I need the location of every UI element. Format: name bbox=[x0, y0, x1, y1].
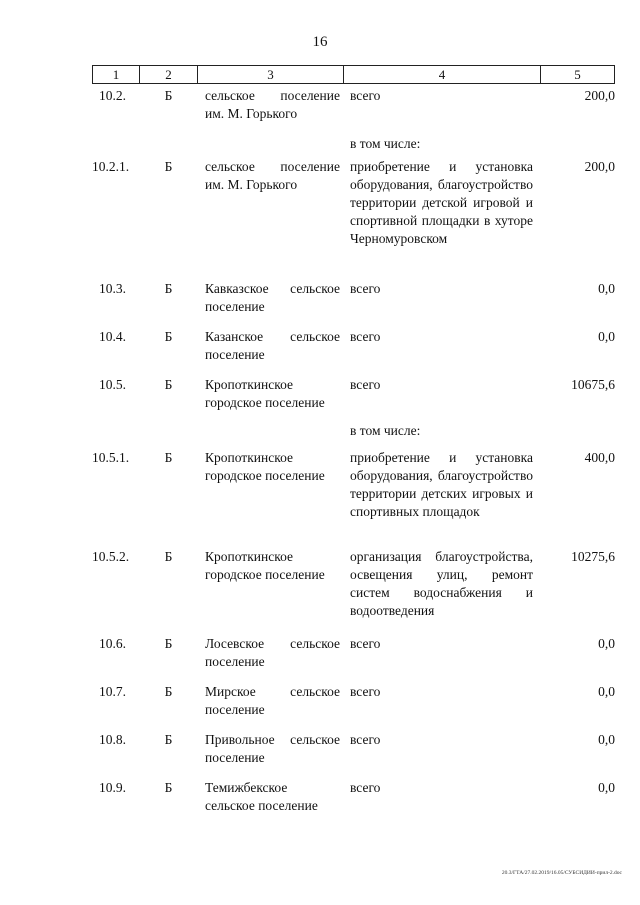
row-category: Б bbox=[164, 636, 173, 651]
row-amount: 10275,6 bbox=[571, 549, 615, 564]
row-category bbox=[132, 135, 199, 158]
row-description: всего bbox=[350, 684, 381, 699]
table-row bbox=[92, 280, 615, 328]
row-name: Кавказское сельское поселение bbox=[205, 281, 340, 314]
row-category bbox=[132, 422, 199, 449]
row-name: Казанское сельское поселение bbox=[205, 329, 340, 362]
table-row bbox=[92, 449, 615, 548]
row-number: 10.2. bbox=[99, 88, 126, 103]
row-name: Темижбекское сельское поселение bbox=[205, 780, 318, 813]
row-description: организация благоустройства, освещения улиц, ремонт систем водоснабжения и водоотведения bbox=[350, 549, 533, 618]
row-amount: 0,0 bbox=[598, 329, 615, 344]
row-category: Б bbox=[164, 450, 173, 465]
row-number: 10.5.1. bbox=[92, 450, 130, 465]
table-row bbox=[92, 158, 615, 280]
row-description: всего bbox=[350, 377, 381, 392]
row-category: Б bbox=[164, 281, 173, 296]
row-amount: 200,0 bbox=[584, 88, 615, 103]
row-number bbox=[92, 422, 132, 449]
row-description: всего bbox=[350, 281, 381, 296]
row-number: 10.5. bbox=[99, 377, 126, 392]
row-category: Б bbox=[164, 732, 173, 747]
table-row bbox=[92, 683, 615, 731]
row-description: всего bbox=[350, 88, 381, 103]
row-category: Б bbox=[164, 684, 173, 699]
header-col-4: 4 bbox=[344, 66, 541, 83]
row-category: Б bbox=[164, 377, 173, 392]
row-category: Б bbox=[164, 780, 173, 795]
row-category: Б bbox=[164, 329, 173, 344]
row-amount: 400,0 bbox=[584, 450, 615, 465]
row-description: приобретение и установка оборудования, благоустройство территории детских игровых и спортивных площадок bbox=[350, 450, 533, 519]
row-name bbox=[199, 422, 344, 449]
row-number: 10.6. bbox=[99, 636, 126, 651]
row-name: Кропоткинское городское поселение bbox=[205, 450, 325, 483]
row-category: Б bbox=[164, 549, 173, 564]
table-header bbox=[92, 65, 615, 84]
row-amount: 0,0 bbox=[598, 636, 615, 651]
header-col-1: 1 bbox=[93, 66, 140, 83]
table-row bbox=[92, 135, 615, 158]
row-number: 10.9. bbox=[99, 780, 126, 795]
table-row bbox=[92, 548, 615, 635]
file-path-footer: 20.3/ГТА/27.02.2019/16.05/СУБСИДИИ-прил-2.doc bbox=[501, 870, 622, 876]
table-row bbox=[92, 779, 615, 827]
row-number: 10.4. bbox=[99, 329, 126, 344]
page-number: 16 bbox=[312, 34, 328, 50]
row-category: Б bbox=[164, 88, 173, 103]
row-description: всего bbox=[350, 636, 381, 651]
row-number: 10.3. bbox=[99, 281, 126, 296]
header-col-5: 5 bbox=[574, 67, 581, 82]
row-name: Кропоткинское городское поселение bbox=[205, 549, 325, 582]
row-description: приобретение и установка оборудования, благоустройство территории детской игровой и спортивной площадки в хуторе Черномуровском bbox=[350, 159, 533, 246]
row-description: в том числе: bbox=[350, 423, 421, 438]
row-name: Лосевское сельское поселение bbox=[205, 636, 340, 669]
header-col-3: 3 bbox=[198, 66, 344, 83]
table-row bbox=[92, 328, 615, 376]
row-description: в том числе: bbox=[350, 136, 421, 151]
row-name: Мирское сельское поселение bbox=[205, 684, 340, 717]
table-row bbox=[92, 731, 615, 779]
row-description: всего bbox=[350, 732, 381, 747]
table-body bbox=[92, 87, 615, 827]
row-category: Б bbox=[164, 159, 173, 174]
row-name: Кропоткинское городское поселение bbox=[205, 377, 325, 410]
row-amount: 0,0 bbox=[598, 684, 615, 699]
row-number: 10.2.1. bbox=[92, 159, 130, 174]
row-amount bbox=[537, 422, 615, 449]
row-number: 10.8. bbox=[99, 732, 126, 747]
row-amount: 200,0 bbox=[584, 159, 615, 174]
row-amount: 0,0 bbox=[598, 780, 615, 795]
row-description: всего bbox=[350, 780, 381, 795]
header-col-2: 2 bbox=[140, 66, 198, 83]
row-name: сельское поселение им. М. Горького bbox=[205, 159, 340, 192]
table-row bbox=[92, 87, 615, 135]
row-number: 10.5.2. bbox=[92, 549, 130, 564]
row-number bbox=[92, 135, 132, 158]
row-number: 10.7. bbox=[99, 684, 126, 699]
row-amount bbox=[537, 135, 615, 158]
row-name: Привольное сельское поселение bbox=[205, 732, 340, 765]
row-amount: 0,0 bbox=[598, 732, 615, 747]
table-row bbox=[92, 422, 615, 449]
row-amount: 0,0 bbox=[598, 281, 615, 296]
table-row bbox=[92, 376, 615, 422]
table-row bbox=[92, 635, 615, 683]
row-amount: 10675,6 bbox=[571, 377, 615, 392]
row-description: всего bbox=[350, 329, 381, 344]
row-name: сельское поселение им. М. Горького bbox=[205, 88, 340, 121]
row-name bbox=[199, 135, 344, 158]
